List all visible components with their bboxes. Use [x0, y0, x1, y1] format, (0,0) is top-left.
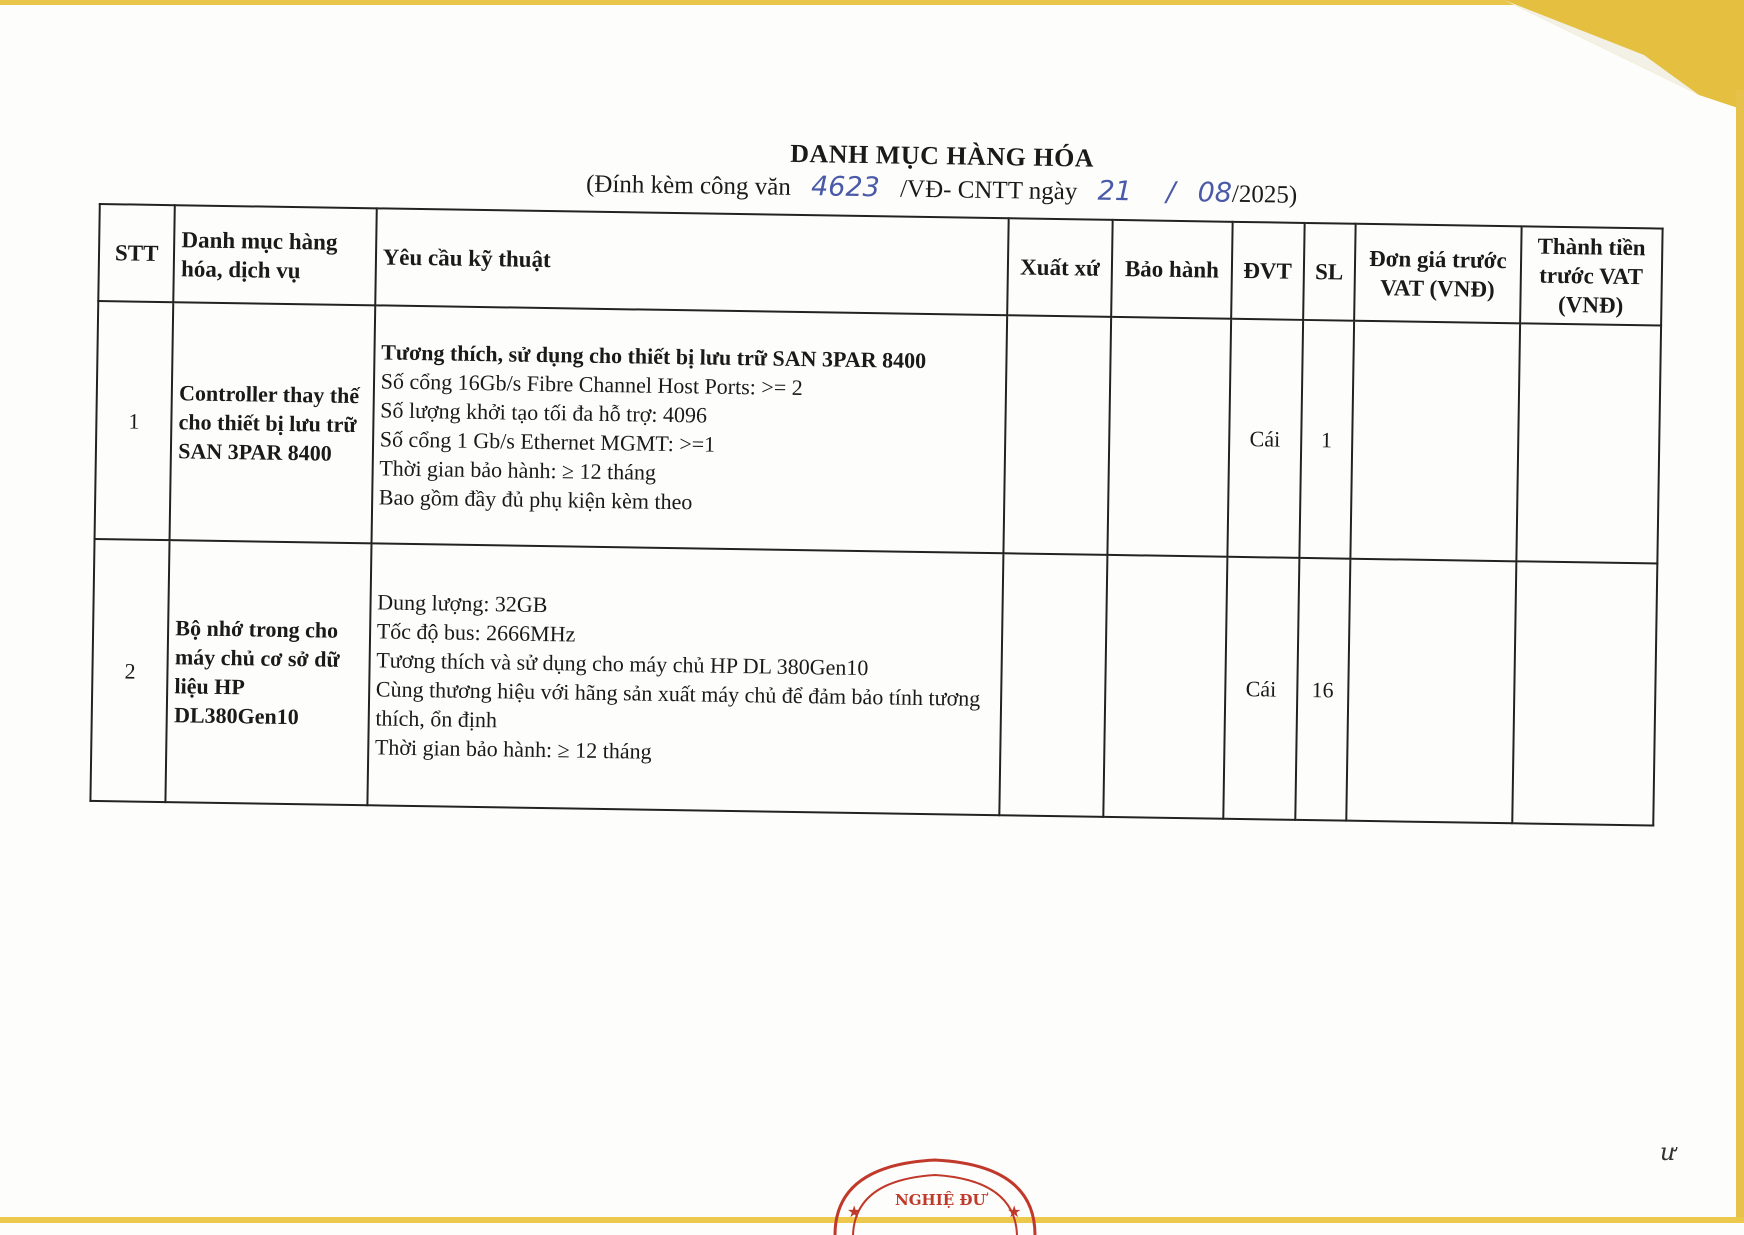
header-price: Đơn giá trước VAT (VNĐ) — [1354, 224, 1521, 324]
spec-line: Bao gồm đầy đủ phụ kiện kèm theo — [378, 484, 693, 515]
handwritten-doc-number: 4623 — [810, 171, 881, 204]
svg-text:★: ★ — [1007, 1202, 1022, 1221]
spec-line: Cùng thương hiệu với hãng sản xuất máy chủ để đảm bảo tính tương thích, ổn định — [375, 676, 981, 733]
cell-price — [1346, 559, 1516, 824]
cell-origin — [1003, 315, 1111, 555]
cell-total — [1512, 561, 1658, 825]
subtitle-prefix: (Đính kèm công văn — [585, 170, 792, 201]
spec-line: Thời gian bảo hành: ≥ 12 tháng — [379, 455, 657, 485]
spec-line: Số cổng 1 Gb/s Ethernet MGMT: >=1 — [379, 426, 716, 457]
goods-table — [89, 203, 1663, 827]
header-name: Danh mục hàng hóa, dịch vụ — [174, 205, 377, 305]
cell-unit: Cái — [1227, 319, 1302, 558]
cell-stt: 2 — [90, 539, 169, 802]
spec-line: Số cổng 16Gb/s Fibre Channel Host Ports: >= 2 — [380, 368, 803, 401]
paper-edge-right — [1736, 90, 1744, 1223]
spec-line: Dung lượng: 32GB — [377, 589, 548, 618]
table-row — [90, 539, 1657, 826]
cell-spec — [371, 305, 1007, 553]
cell-qty: 16 — [1295, 558, 1351, 821]
cell-unit: Cái — [1223, 557, 1299, 820]
cell-total — [1516, 323, 1661, 563]
document-title: DANH MỤC HÀNG HÓA — [790, 138, 1095, 173]
header-unit: ĐVT — [1231, 222, 1304, 320]
table-row — [95, 301, 1662, 564]
cell-stt: 1 — [95, 301, 174, 540]
date-separator: / — [1165, 176, 1176, 208]
subtitle-suffix: /2025) — [1231, 180, 1298, 209]
document-sheet — [89, 128, 1664, 826]
stamp-text: NGHIỆ ĐƯ — [895, 1191, 986, 1209]
header-spec: Yêu cầu kỹ thuật — [375, 208, 1009, 315]
header-origin: Xuất xứ — [1007, 218, 1113, 317]
folded-corner — [1444, 0, 1744, 120]
cell-spec — [367, 543, 1003, 815]
spec-line: Thời gian bảo hành: ≥ 12 tháng — [374, 734, 652, 764]
header-qty: SL — [1303, 223, 1356, 321]
spec-line: Số lượng khởi tạo tối đa hỗ trợ: 4096 — [380, 397, 708, 428]
header-stt: STT — [98, 204, 175, 302]
cell-name: Bộ nhớ trong cho máy chủ cơ sở dữ liệu HP DL380Gen10 — [166, 540, 371, 805]
cell-name: Controller thay thế cho thiết bị lưu trữ SAN 3PAR 8400 — [170, 302, 375, 543]
cell-qty: 1 — [1299, 320, 1354, 559]
subtitle-middle: /VĐ- CNTT ngày — [899, 175, 1078, 206]
red-seal-stamp — [825, 1155, 1045, 1235]
cell-price — [1350, 321, 1519, 562]
spec-line: Tốc độ bus: 2666MHz — [376, 618, 576, 647]
cell-warranty — [1108, 317, 1231, 557]
cell-warranty — [1103, 555, 1227, 819]
handwritten-day: 21 — [1097, 175, 1133, 208]
svg-text:★: ★ — [847, 1202, 862, 1221]
header-total: Thành tiền trước VAT (VNĐ) — [1520, 226, 1663, 325]
spec-line: Tương thích, sử dụng cho thiết bị lưu trữ SAN 3PAR 8400 — [380, 339, 927, 374]
handwritten-initial: ư — [1660, 1138, 1676, 1166]
header-warranty: Bảo hành — [1111, 220, 1232, 319]
handwritten-month: 08 — [1197, 177, 1233, 209]
spec-line: Tương thích và sử dụng cho máy chủ HP DL 380Gen10 — [376, 647, 869, 681]
cell-origin — [999, 553, 1107, 817]
